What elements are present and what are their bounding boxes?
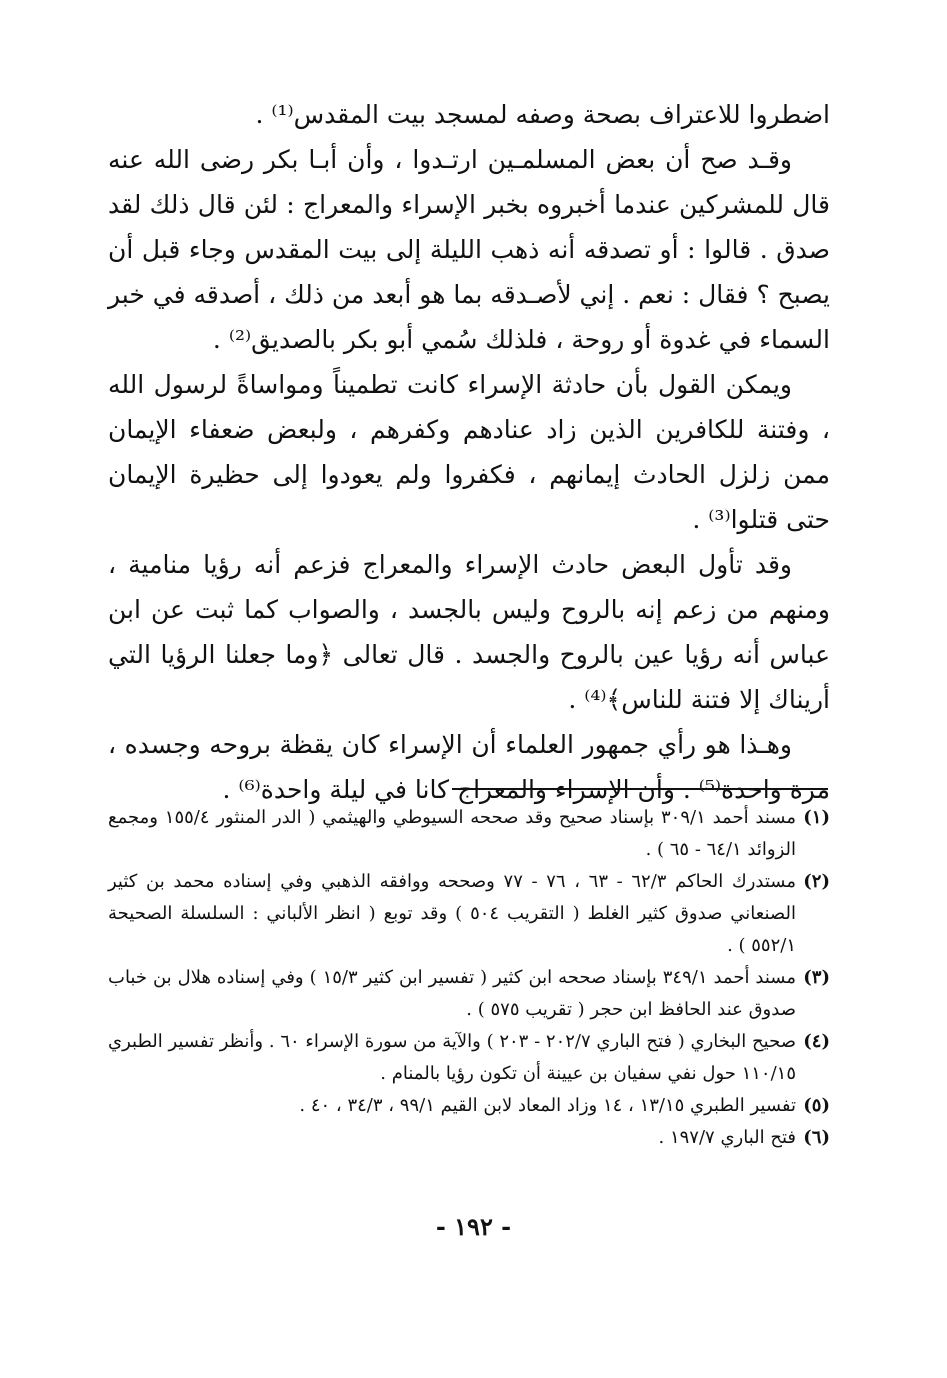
footnote-text: مسند أحمد ٣٠٩/١ بإسناد صحيح وقد صححه السيوطي والهيثمي ( الدر المنثور ١٥٥/٤ ومجمع الزوائد ٦٤/١ - ٦٥ ) . bbox=[108, 807, 796, 860]
footnote-number: (٦) bbox=[803, 1127, 830, 1148]
paragraph: وقـد صح أن بعض المسلمـين ارتـدوا ، وأن أبـا بكر رضى الله عنه قال للمشركين عندما أخبروه بخبر الإسراء والمعراج : لئن قال ذلك لقد صدق . قالوا : أو تصدقه أنه ذهب الليلة إلى بيت المقدس وجاء قبل أن يصبح ؟ فقال : نعم . إني لأصـدقه بما هو أبعد من ذلك ، أصدقه في خبر السماء في غدوة أو روحة ، فلذلك سُمي أبو بكر بالصديق⁽²⁾ . bbox=[108, 145, 830, 354]
footnote bbox=[108, 1122, 830, 1154]
footnote bbox=[108, 962, 830, 1026]
footnote-number: (٣) bbox=[803, 967, 830, 988]
footnote-number: (١) bbox=[803, 807, 830, 828]
footnote-text: صحيح البخاري ( فتح الباري ٢٠٢/٧ - ٢٠٣ ) والآية من سورة الإسراء ٦٠ . وأنظر تفسير الطبري ١١٠/١٥ حول نفي سفيان بن عيينة أن تكون رؤيا بالمنام . bbox=[108, 1031, 796, 1084]
paragraph: اضطروا للاعتراف بصحة وصفه لمسجد بيت المقدس⁽¹⁾ . bbox=[255, 100, 830, 129]
footnote bbox=[108, 866, 830, 962]
footnote-number: (٤) bbox=[803, 1031, 830, 1052]
footnote-number: (٢) bbox=[803, 871, 830, 892]
footnote bbox=[108, 802, 830, 866]
main-text bbox=[108, 92, 830, 812]
paragraph: وقد تأول البعض حادث الإسراء والمعراج فزعم أنه رؤيا منامية ، ومنهم من زعم إنه بالروح وليس بالجسد ، والصواب كما ثبت عن ابن عباس أنه رؤيا عين بالروح والجسد . قال تعالى ﴿وما جعلنا الرؤيا التي أريناك إلا فتنة للناس﴾⁽⁴⁾ . bbox=[108, 550, 830, 714]
page-number: - ١٩٢ - bbox=[435, 1212, 512, 1241]
footnote bbox=[108, 1026, 830, 1090]
footnote-text: فتح الباري ١٩٧/٧ . bbox=[658, 1127, 796, 1148]
footnote-text: مسند أحمد ٣٤٩/١ بإسناد صححه ابن كثير ( تفسير ابن كثير ١٥/٣ ) وفي إسناده هلال بن خباب صدوق عند الحافظ ابن حجر ( تقريب ٥٧٥ ) . bbox=[108, 967, 796, 1020]
footnotes bbox=[108, 802, 830, 1154]
paragraph: ويمكن القول بأن حادثة الإسراء كانت تطميناً ومواساةً لرسول الله ، وفتنة للكافرين الذين زاد عنادهم وكفرهم ، ولبعض ضعفاء الإيمان ممن زلزل الحادث إيمانهم ، فكفروا ولم يعودوا إلى حظيرة الإيمان حتى قتلوا⁽³⁾ . bbox=[108, 370, 830, 534]
footnote-text: مستدرك الحاكم ٦٢/٣ - ٦٣ ، ٧٦ - ٧٧ وصححه ووافقه الذهبي وفي إسناده محمد بن كثير الصنعاني صدوق كثير الغلط ( التقريب ٥٠٤ ) وقد توبع ( انظر الألباني : السلسلة الصحيحة ٥٥٢/١ ) . bbox=[108, 871, 796, 956]
footnote bbox=[108, 1090, 830, 1122]
footnote-divider bbox=[452, 788, 828, 790]
paragraph: وهـذا هو رأي جمهور العلماء أن الإسراء كان يقظة بروحه وجسده ، مرة واحدة⁽⁵⁾ . وأن الإسراء والمعراج كانا في ليلة واحدة⁽⁶⁾ . bbox=[108, 730, 830, 804]
footnote-number: (٥) bbox=[803, 1095, 830, 1116]
footnote-text: تفسير الطبري ١٣/١٥ ، ١٤ وزاد المعاد لابن القيم ٩٩/١ ، ٣٤/٣ ، ٤٠ . bbox=[299, 1095, 796, 1116]
